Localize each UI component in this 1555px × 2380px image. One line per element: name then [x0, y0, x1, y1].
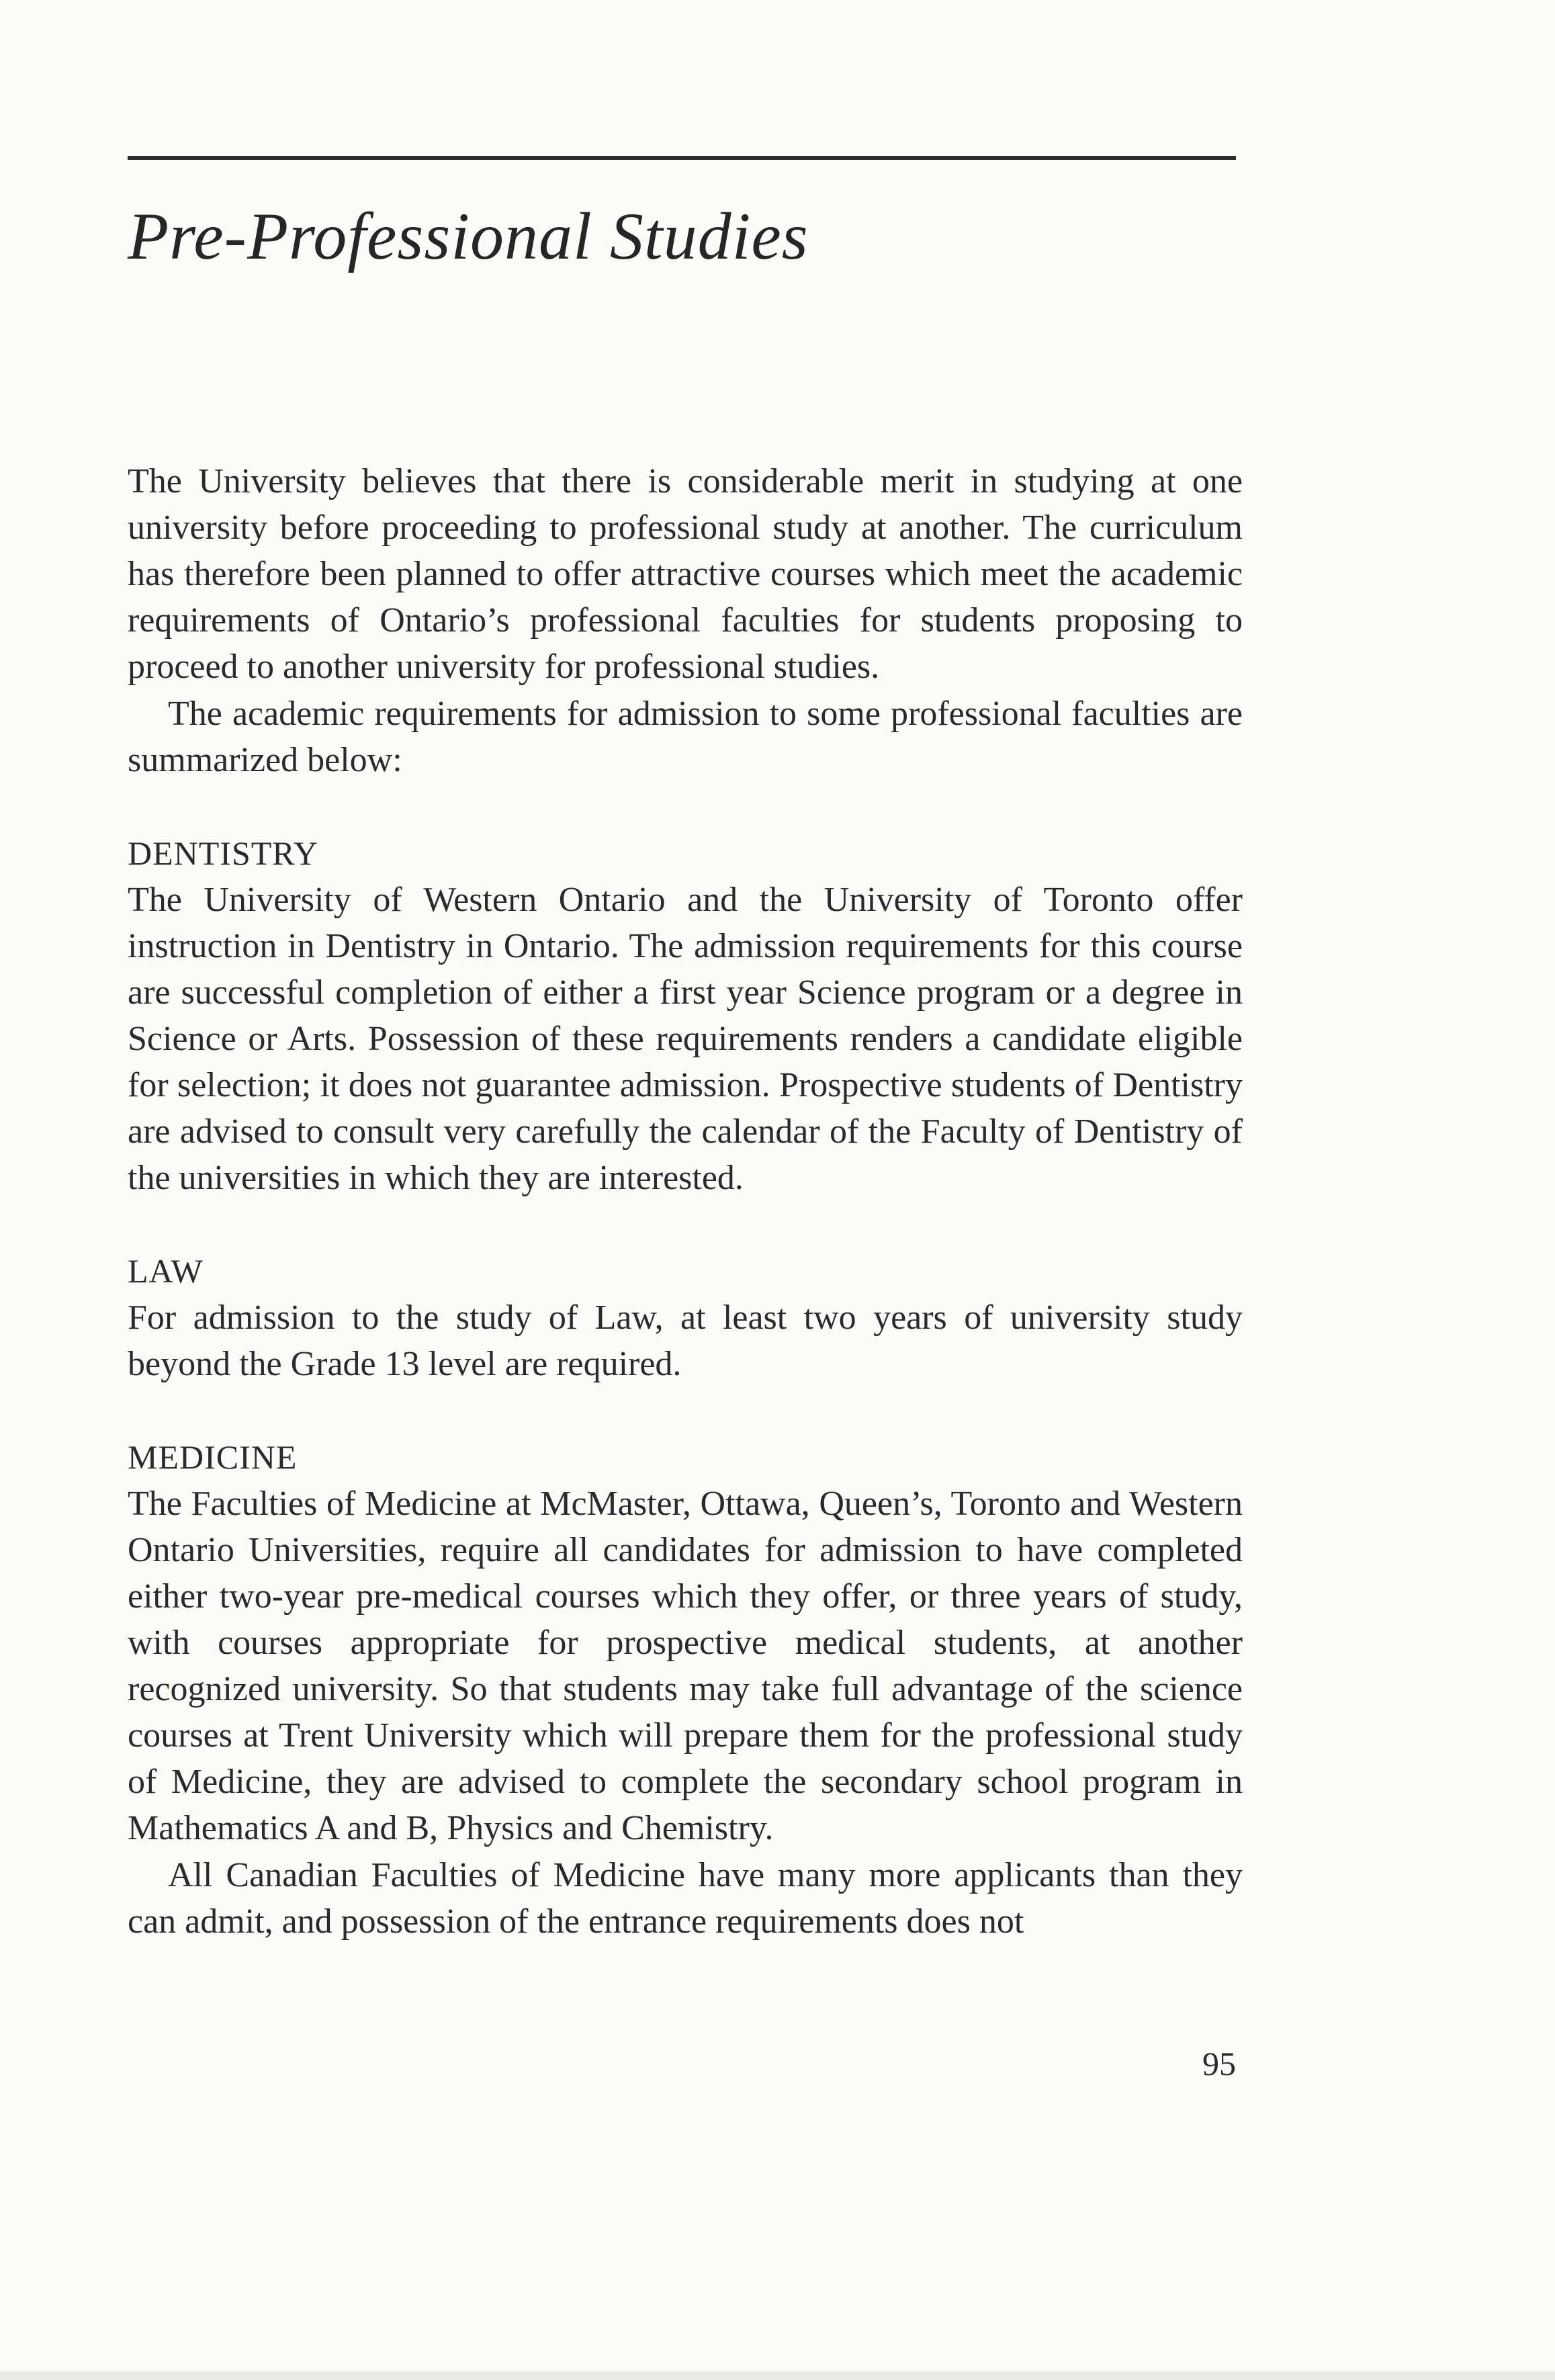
page-number: 95	[1202, 2045, 1236, 2082]
section-heading-medicine: MEDICINE	[128, 1438, 298, 1476]
section-text-medicine-2: All Canadian Faculties of Medicine have many more applicants than they can admit, and possession of the entrance requirements does not	[128, 1856, 1243, 1941]
intro-paragraph: The University believes that there is considerable merit in studying at one university before proceeding to professional study at another. The curriculum has therefore been planned to offer attractive courses which meet the academic requirements of Ontario’s professional faculties for students proposing to proceed to another university for professional studies.	[128, 462, 1243, 686]
section-text-law: For admission to the study of Law, at least two years of university study beyond the Grade 13 level are required.	[128, 1298, 1243, 1383]
section-heading-dentistry: DENTISTRY	[128, 834, 318, 872]
intro-paragraph-2: The academic requirements for admission to some professional faculties are summarized below:	[128, 695, 1243, 779]
page-title: Pre-Professional Studies	[128, 199, 809, 273]
title-rule	[128, 156, 1236, 160]
scan-edge	[0, 2371, 1555, 2380]
section-heading-law: LAW	[128, 1252, 204, 1290]
section-text-dentistry: The University of Western Ontario and the University of Toronto offer instruction in Dentistry in Ontario. The admission requirements for this course are successful completion of either a first year Science program or a degree in Science or Arts. Possession of these requirements renders a candidate eligible for selection; it does not guarantee admission. Prospective students of Dentistry are advised to consult very carefully the calendar of the Faculty of Dentistry of the universities in which they are interested.	[128, 881, 1243, 1197]
section-text-medicine: The Faculties of Medicine at McMaster, Ottawa, Queen’s, Toronto and Western Ontario Universities, require all candidates for admission to have completed either two-year pre-medical courses which they offer, or three years of study, with courses appropriate for prospective medical students, at another recognized university. So that students may take full advantage of the science courses at Trent University which will prepare them for the professional study of Medicine, they are advised to complete the secondary school program in Mathematics A and B, Physics and Chemistry.	[128, 1485, 1243, 1847]
